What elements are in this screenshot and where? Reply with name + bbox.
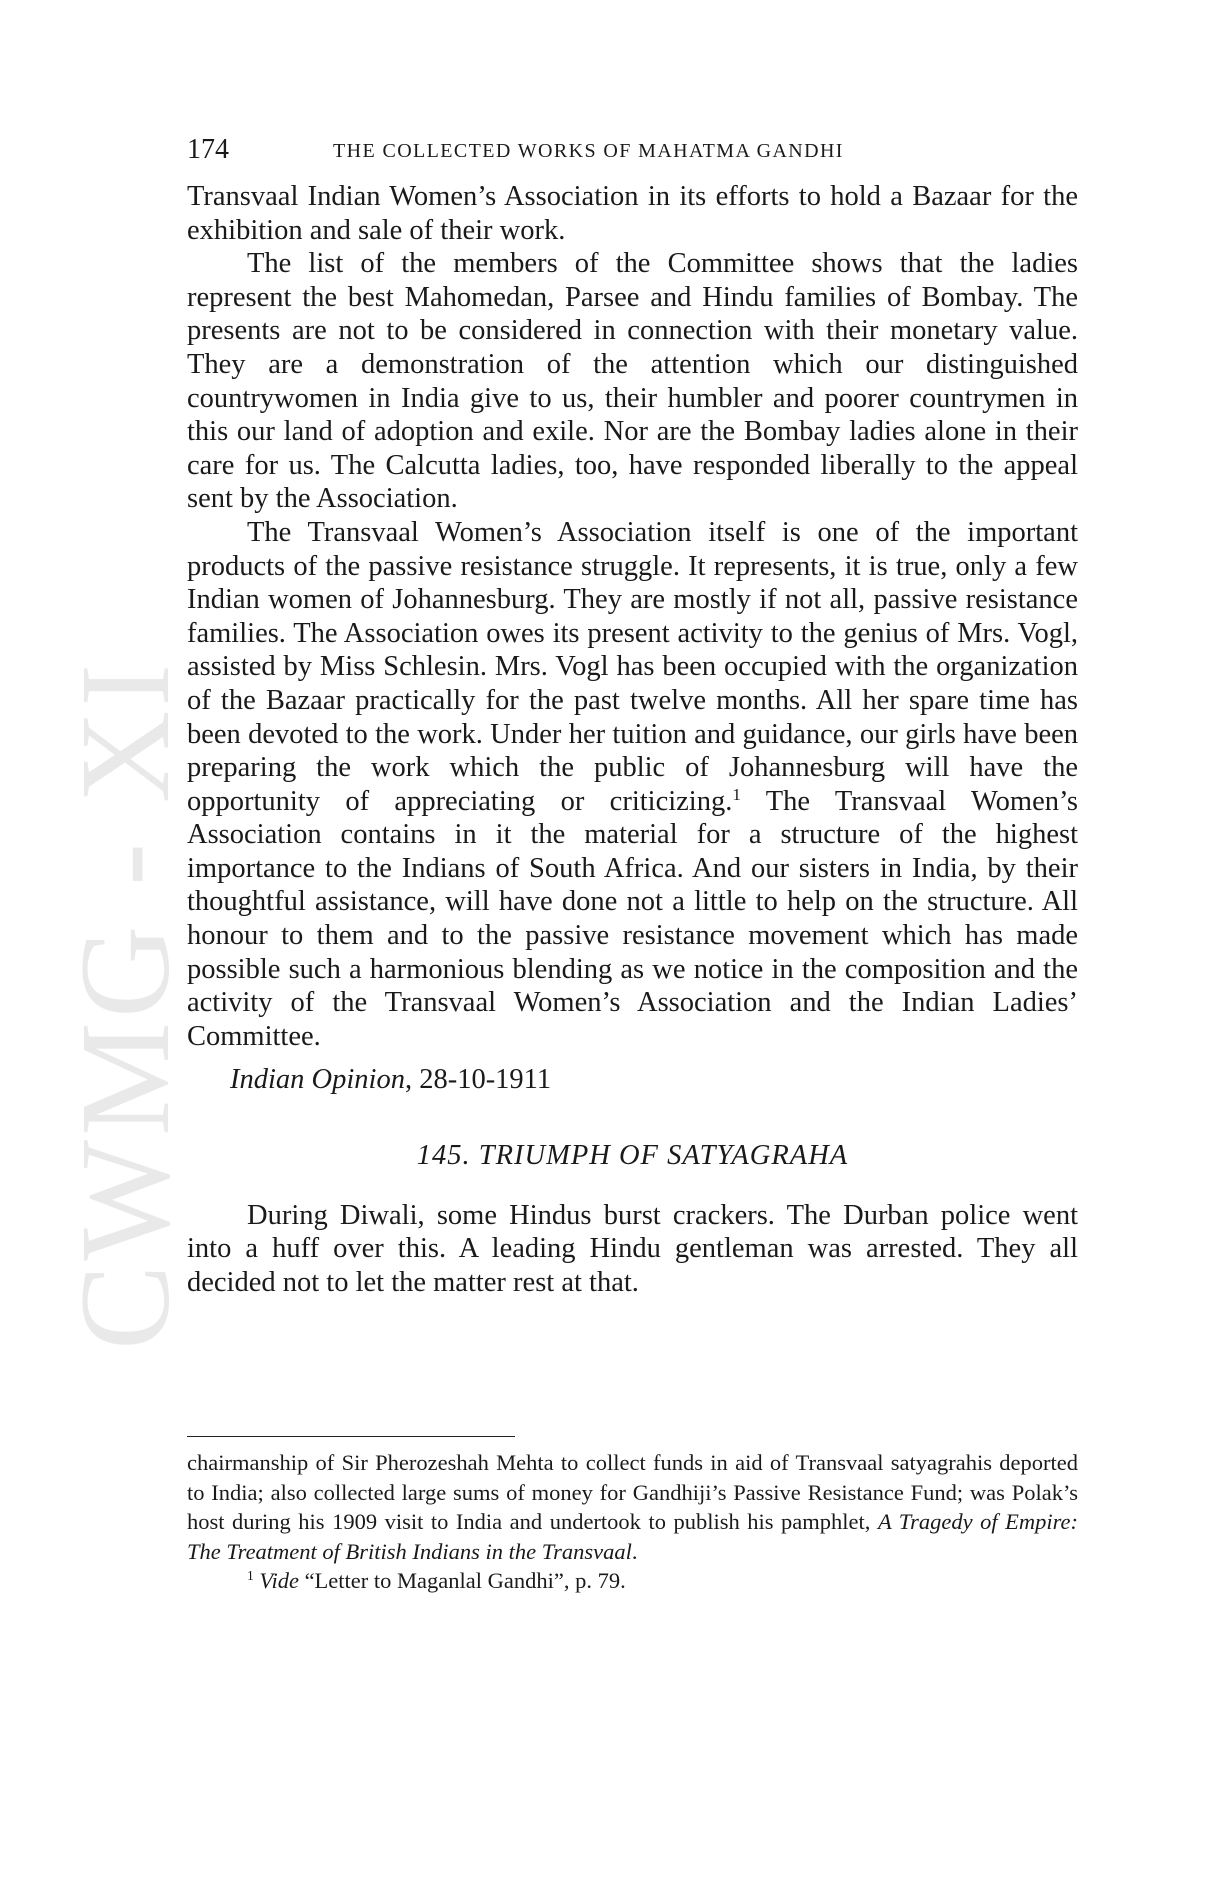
running-title: THE COLLECTED WORKS OF MAHATMA GANDHI: [333, 140, 844, 162]
footnote-continued: [187, 1448, 1078, 1566]
footnote-1-text: “Letter to Maganlal Gandhi”, p. 79.: [298, 1568, 626, 1594]
footnote-continued-end: .: [631, 1538, 638, 1564]
source-date: , 28-10-1911: [404, 1064, 552, 1096]
footnote-1-vide: Vide: [259, 1568, 299, 1594]
body-text: [187, 180, 1078, 1299]
footnote-1: [187, 1566, 1078, 1596]
paragraph-4: During Diwali, some Hindus burst crackers. The Durban police went into a huff over this. A leading Hindu gentleman was arrested. They all decided not to let the matter rest at that.: [187, 1199, 1078, 1298]
source-title: Indian Opinion: [230, 1064, 405, 1096]
paragraph-3-part-a: The Transvaal Women’s Association itself is one of the important products of the passive resistance struggle. It represents, it is true, only a few Indian women of Johannesburg. They are mostly if not all, passive resistance families. The Association owes its present activity to the genius of Mrs. Vogl, assisted by Miss Schlesin. Mrs. Vogl has been occupied with the organization of the Bazaar practically for the past twelve months. All her spare time has been devoted to the work. Under her tuition and guidance, our girls have been preparing the work which the public of Johannesburg will have the opportunity of appreciating or criticizing.: [187, 516, 1078, 817]
source-citation: [187, 1063, 1078, 1097]
footnote-marker: 1: [732, 784, 741, 804]
running-head: [187, 134, 1078, 170]
paragraph-3-part-b: The Transvaal Women’s Association contains in it the material for a structure of the highest importance to the Indians of South Africa. And our sisters in India, by their thoughtful assistance, will have done not a little to help on the structure. All honour to them and to the passive resistance movement which has made possible such a harmonious blending as we notice in the composition and the activity of the Transvaal Women’s Association and the Indian Ladies’ Committee.: [187, 785, 1078, 1052]
footnote-rule: [187, 1436, 515, 1437]
watermark: CWMG - XI: [54, 659, 196, 1350]
paragraph-1: Transvaal Indian Women’s Association in its efforts to hold a Bazaar for the exhibition and sale of their work.: [187, 181, 1078, 246]
paragraph-3: [187, 516, 1078, 1054]
footnotes: [187, 1448, 1078, 1596]
page-number: 174: [187, 134, 229, 165]
paragraph-2: The list of the members of the Committee shows that the ladies represent the best Mahomedan, Parsee and Hindu families of Bombay. The presents are not to be considered in connection with their monetary value. They are a demonstration of the attention which our distinguished countrywomen in India give to us, their humbler and poorer countrymen in this our land of adoption and exile. Nor are the Bombay ladies alone in their care for us. The Calcutta ladies, too, have responded liberally to the appeal sent by the Association.: [187, 248, 1078, 515]
footnote-1-marker: 1: [247, 1568, 254, 1584]
footnote-continued-text: chairmanship of Sir Pherozeshah Mehta to collect funds in aid of Transvaal satyagrahis deported to India; also collected large sums of money for Gandhiji’s Passive Resistance Fund; was Polak’s host during his 1909 visit to India and undertook to publish his pamphlet,: [187, 1450, 1078, 1535]
footnote-pamphlet-title: A Tragedy of Empire: The Treatment of British Indians in the Transvaal: [187, 1509, 1079, 1564]
section-heading: 145. TRIUMPH OF SATYAGRAHA: [416, 1140, 849, 1172]
